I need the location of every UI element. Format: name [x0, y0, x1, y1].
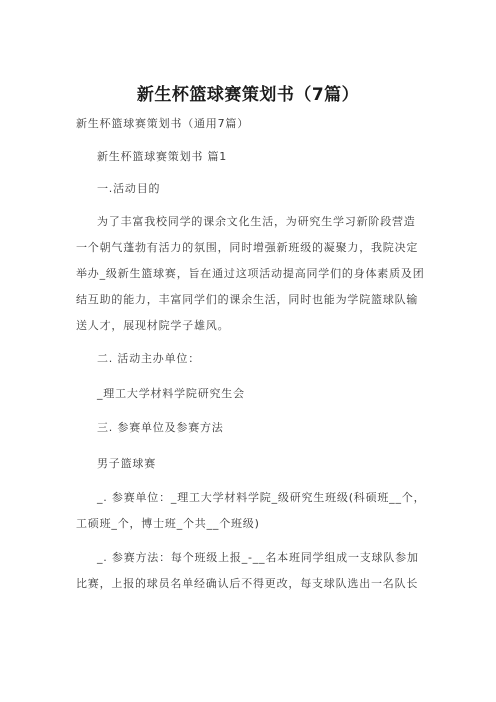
paragraph-line: 比赛，上报的球员名单经确认后不得更改，每支球队选出一名队长	[76, 577, 419, 590]
organizer-name: _理工大学材料学院研究生会	[97, 387, 245, 400]
paragraph-line: 举办_级新生篮球赛，旨在通过这项活动提高同学们的身体素质及团	[76, 267, 425, 280]
document-subtitle: 新生杯篮球赛策划书（通用7篇）	[76, 117, 249, 130]
paragraph-line: 一个朝气蓬勃有活力的氛围，同时增强新班级的凝聚力，我院决定	[76, 241, 419, 254]
paragraph-line: 工硕班_个，博士班_个共__个班级)	[76, 517, 260, 530]
document-title: 新生杯篮球赛策划书（7篇）	[136, 85, 360, 105]
paragraph-line: 结互助的能力，丰富同学们的课余生活，同时也能为学院篮球队输	[76, 293, 419, 306]
paragraph-line: _. 参赛方法：每个班级上报_-__名本班同学组成一支球队参加	[97, 551, 419, 564]
section-heading-organizer: 二. 活动主办单位：	[97, 352, 200, 365]
paragraph-line: _. 参赛单位：_理工大学材料学院_级研究生班级(科硕班__个，	[97, 491, 426, 504]
paragraph-line: 送人才，展现材院学子雄风。	[76, 319, 230, 332]
section-heading-participants: 三. 参赛单位及参赛方法	[97, 421, 224, 434]
chapter-heading: 新生杯篮球赛策划书 篇1	[97, 150, 228, 163]
paragraph-line: 为了丰富我校同学的课余文化生活，为研究生学习新阶段营造	[97, 215, 416, 228]
subsection-heading-mens-basketball: 男子篮球赛	[97, 457, 156, 470]
section-heading-purpose: 一.活动目的	[97, 182, 161, 195]
